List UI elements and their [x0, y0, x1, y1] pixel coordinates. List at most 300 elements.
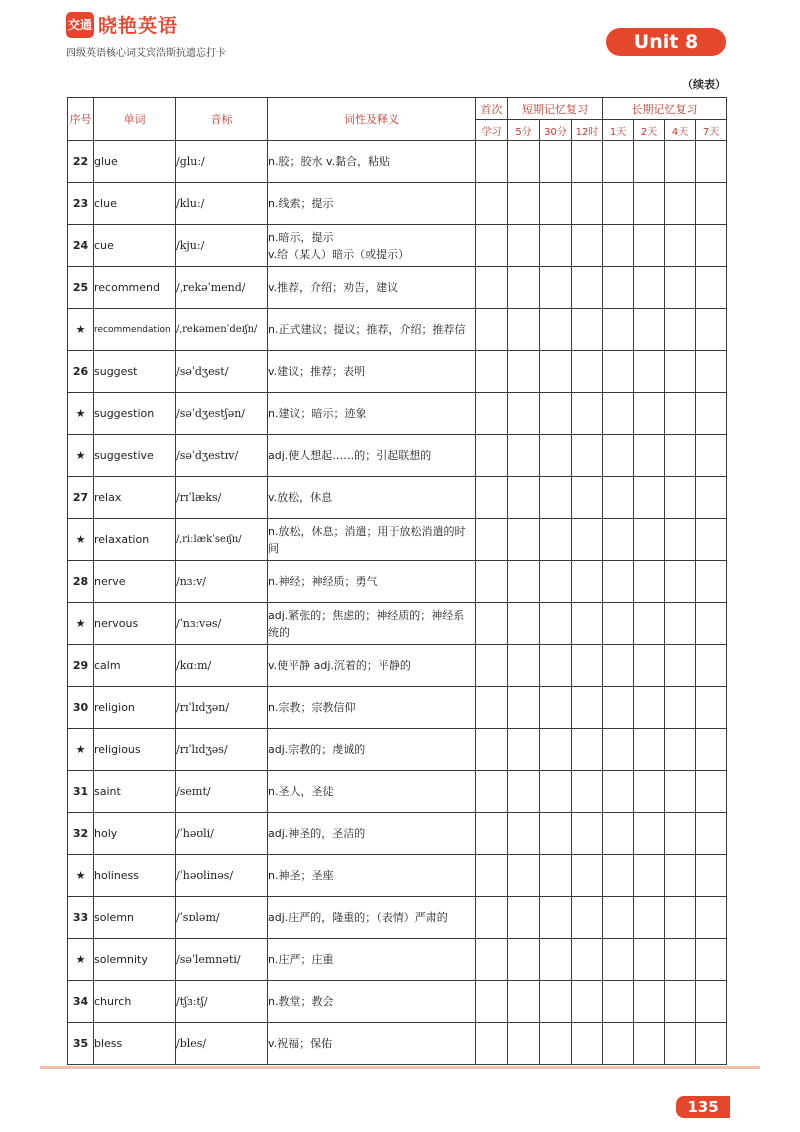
review-checkbox-cell[interactable]: [572, 813, 603, 855]
review-checkbox-cell[interactable]: [665, 813, 696, 855]
review-checkbox-cell[interactable]: [508, 897, 540, 939]
review-checkbox-cell[interactable]: [508, 771, 540, 813]
review-checkbox-cell[interactable]: [696, 225, 727, 267]
review-checkbox-cell[interactable]: [634, 687, 665, 729]
row-definition: n.庄严；庄重: [268, 939, 476, 981]
row-word: religion: [94, 687, 176, 729]
review-checkbox-cell[interactable]: [572, 351, 603, 393]
review-checkbox-cell[interactable]: [508, 645, 540, 687]
row-definition: adj.神圣的，圣洁的: [268, 813, 476, 855]
row-index: ★: [68, 939, 94, 981]
review-checkbox-cell[interactable]: [696, 729, 727, 771]
review-checkbox-cell[interactable]: [665, 939, 696, 981]
row-word: relax: [94, 477, 176, 519]
row-phonetic: /ˈnɜːvəs/: [176, 603, 268, 645]
review-checkbox-cell[interactable]: [572, 393, 603, 435]
review-checkbox-cell[interactable]: [603, 393, 634, 435]
header-first: 首次: [476, 98, 508, 120]
review-checkbox-cell[interactable]: [572, 1023, 603, 1065]
review-checkbox-cell[interactable]: [540, 267, 572, 309]
row-index: ★: [68, 393, 94, 435]
row-word: recommend: [94, 267, 176, 309]
review-checkbox-cell[interactable]: [696, 183, 727, 225]
row-word: cue: [94, 225, 176, 267]
header-12h: 12时: [572, 120, 603, 141]
row-phonetic: /səˈdʒest/: [176, 351, 268, 393]
row-definition: v.建议；推荐；表明: [268, 351, 476, 393]
review-checkbox-cell[interactable]: [476, 855, 508, 897]
review-checkbox-cell[interactable]: [476, 687, 508, 729]
row-index: 33: [68, 897, 94, 939]
review-checkbox-cell[interactable]: [665, 183, 696, 225]
review-checkbox-cell[interactable]: [540, 435, 572, 477]
review-checkbox-cell[interactable]: [696, 435, 727, 477]
row-definition: v.使平静 adj.沉着的；平静的: [268, 645, 476, 687]
review-checkbox-cell[interactable]: [572, 645, 603, 687]
review-checkbox-cell[interactable]: [696, 351, 727, 393]
review-checkbox-cell[interactable]: [665, 603, 696, 645]
review-checkbox-cell[interactable]: [603, 351, 634, 393]
review-checkbox-cell[interactable]: [572, 267, 603, 309]
header-7day: 7天: [696, 120, 727, 141]
review-checkbox-cell[interactable]: [540, 981, 572, 1023]
row-definition: n.建议；暗示；迹象: [268, 393, 476, 435]
row-phonetic: /ˈhəʊli/: [176, 813, 268, 855]
row-word: saint: [94, 771, 176, 813]
row-phonetic: /kɑːm/: [176, 645, 268, 687]
review-checkbox-cell[interactable]: [634, 855, 665, 897]
review-checkbox-cell[interactable]: [540, 183, 572, 225]
row-phonetic: /gluː/: [176, 141, 268, 183]
review-checkbox-cell[interactable]: [634, 183, 665, 225]
row-phonetic: /tʃɜːtʃ/: [176, 981, 268, 1023]
review-checkbox-cell[interactable]: [476, 561, 508, 603]
review-checkbox-cell[interactable]: [603, 981, 634, 1023]
row-word: holiness: [94, 855, 176, 897]
review-checkbox-cell[interactable]: [634, 225, 665, 267]
row-word: solemn: [94, 897, 176, 939]
row-phonetic: /kluː/: [176, 183, 268, 225]
review-checkbox-cell[interactable]: [634, 477, 665, 519]
row-definition: adj.庄严的，隆重的；（表情）严肃的: [268, 897, 476, 939]
review-checkbox-cell[interactable]: [634, 813, 665, 855]
row-phonetic: /ˌrekəˈmend/: [176, 267, 268, 309]
review-checkbox-cell[interactable]: [476, 729, 508, 771]
review-checkbox-cell[interactable]: [508, 267, 540, 309]
row-word: suggestion: [94, 393, 176, 435]
review-checkbox-cell[interactable]: [603, 141, 634, 183]
review-checkbox-cell[interactable]: [696, 813, 727, 855]
review-checkbox-cell[interactable]: [665, 855, 696, 897]
review-checkbox-cell[interactable]: [665, 393, 696, 435]
review-checkbox-cell[interactable]: [540, 897, 572, 939]
review-checkbox-cell[interactable]: [572, 855, 603, 897]
review-checkbox-cell[interactable]: [696, 855, 727, 897]
unit-badge: Unit 8: [606, 28, 726, 56]
review-checkbox-cell[interactable]: [665, 771, 696, 813]
review-checkbox-cell[interactable]: [665, 351, 696, 393]
row-phonetic: /nɜːv/: [176, 561, 268, 603]
review-checkbox-cell[interactable]: [508, 435, 540, 477]
review-checkbox-cell[interactable]: [572, 729, 603, 771]
review-checkbox-cell[interactable]: [476, 645, 508, 687]
header-long-review: 长期记忆复习: [603, 98, 727, 120]
review-checkbox-cell[interactable]: [696, 141, 727, 183]
table-row: [68, 645, 727, 687]
table-row: [68, 519, 727, 561]
review-checkbox-cell[interactable]: [476, 519, 508, 561]
review-checkbox-cell[interactable]: [508, 393, 540, 435]
review-checkbox-cell[interactable]: [634, 771, 665, 813]
review-checkbox-cell[interactable]: [476, 393, 508, 435]
review-checkbox-cell[interactable]: [634, 393, 665, 435]
review-checkbox-cell[interactable]: [603, 897, 634, 939]
row-word: holy: [94, 813, 176, 855]
footer-divider: [40, 1066, 760, 1069]
review-checkbox-cell[interactable]: [508, 183, 540, 225]
row-index: ★: [68, 729, 94, 771]
review-checkbox-cell[interactable]: [634, 603, 665, 645]
page-number: 135: [676, 1096, 730, 1118]
review-checkbox-cell[interactable]: [508, 309, 540, 351]
review-checkbox-cell[interactable]: [572, 225, 603, 267]
review-checkbox-cell[interactable]: [540, 561, 572, 603]
review-checkbox-cell[interactable]: [572, 477, 603, 519]
review-checkbox-cell[interactable]: [572, 141, 603, 183]
review-checkbox-cell[interactable]: [476, 435, 508, 477]
review-checkbox-cell[interactable]: [665, 561, 696, 603]
table-row: [68, 603, 727, 645]
header-first-study: 学习: [476, 120, 508, 141]
review-checkbox-cell[interactable]: [476, 813, 508, 855]
review-checkbox-cell[interactable]: [572, 519, 603, 561]
review-checkbox-cell[interactable]: [634, 981, 665, 1023]
row-definition: v.推荐，介绍；劝告，建议: [268, 267, 476, 309]
review-checkbox-cell[interactable]: [696, 645, 727, 687]
review-checkbox-cell[interactable]: [696, 897, 727, 939]
review-checkbox-cell[interactable]: [603, 267, 634, 309]
brand-name: 晓艳英语: [98, 15, 179, 37]
row-definition: n.神经；神经质；勇气: [268, 561, 476, 603]
review-checkbox-cell[interactable]: [540, 603, 572, 645]
table-row: [68, 1023, 727, 1065]
row-index: 31: [68, 771, 94, 813]
table-row: [68, 813, 727, 855]
review-checkbox-cell[interactable]: [508, 561, 540, 603]
review-checkbox-cell[interactable]: [476, 267, 508, 309]
review-checkbox-cell[interactable]: [572, 561, 603, 603]
header-4day: 4天: [665, 120, 696, 141]
review-checkbox-cell[interactable]: [508, 351, 540, 393]
review-checkbox-cell[interactable]: [603, 603, 634, 645]
row-index: ★: [68, 603, 94, 645]
row-phonetic: /rɪˈlæks/: [176, 477, 268, 519]
review-checkbox-cell[interactable]: [540, 141, 572, 183]
review-checkbox-cell[interactable]: [508, 687, 540, 729]
review-checkbox-cell[interactable]: [665, 519, 696, 561]
review-checkbox-cell[interactable]: [476, 603, 508, 645]
row-index: 24: [68, 225, 94, 267]
row-phonetic: /kjuː/: [176, 225, 268, 267]
review-checkbox-cell[interactable]: [603, 939, 634, 981]
review-checkbox-cell[interactable]: [603, 855, 634, 897]
row-definition: v.放松，休息: [268, 477, 476, 519]
review-checkbox-cell[interactable]: [696, 561, 727, 603]
review-checkbox-cell[interactable]: [508, 855, 540, 897]
table-row: [68, 897, 727, 939]
header-1day: 1天: [603, 120, 634, 141]
row-word: suggestive: [94, 435, 176, 477]
review-checkbox-cell[interactable]: [540, 309, 572, 351]
table-row: [68, 225, 727, 267]
review-checkbox-cell[interactable]: [508, 939, 540, 981]
review-checkbox-cell[interactable]: [540, 1023, 572, 1065]
review-checkbox-cell[interactable]: [476, 225, 508, 267]
review-checkbox-cell[interactable]: [540, 939, 572, 981]
review-checkbox-cell[interactable]: [476, 477, 508, 519]
review-checkbox-cell[interactable]: [665, 645, 696, 687]
review-checkbox-cell[interactable]: [634, 309, 665, 351]
continued-label: （续表）: [682, 78, 726, 91]
table-row: [68, 393, 727, 435]
row-phonetic: /seɪnt/: [176, 771, 268, 813]
row-word: nerve: [94, 561, 176, 603]
row-phonetic: /ˈhəʊlinəs/: [176, 855, 268, 897]
review-checkbox-cell[interactable]: [696, 267, 727, 309]
review-checkbox-cell[interactable]: [508, 981, 540, 1023]
review-checkbox-cell[interactable]: [634, 351, 665, 393]
review-checkbox-cell[interactable]: [634, 519, 665, 561]
row-index: 30: [68, 687, 94, 729]
review-checkbox-cell[interactable]: [696, 477, 727, 519]
review-checkbox-cell[interactable]: [540, 687, 572, 729]
row-definition: n.教堂；教会: [268, 981, 476, 1023]
review-checkbox-cell[interactable]: [634, 561, 665, 603]
review-checkbox-cell[interactable]: [540, 855, 572, 897]
header-word: 单词: [94, 98, 176, 141]
row-definition: n.宗教；宗教信仰: [268, 687, 476, 729]
row-index: 35: [68, 1023, 94, 1065]
review-checkbox-cell[interactable]: [603, 435, 634, 477]
row-definition: n.胶；胶水 v.黏合，粘贴: [268, 141, 476, 183]
row-index: 28: [68, 561, 94, 603]
review-checkbox-cell[interactable]: [665, 141, 696, 183]
row-phonetic: /rɪˈlɪdʒəs/: [176, 729, 268, 771]
review-checkbox-cell[interactable]: [696, 393, 727, 435]
row-index: 26: [68, 351, 94, 393]
review-checkbox-cell[interactable]: [696, 981, 727, 1023]
review-checkbox-cell[interactable]: [476, 771, 508, 813]
review-checkbox-cell[interactable]: [540, 477, 572, 519]
vocab-table: [67, 97, 727, 1065]
review-checkbox-cell[interactable]: [476, 1023, 508, 1065]
row-word: relaxation: [94, 519, 176, 561]
review-checkbox-cell[interactable]: [603, 771, 634, 813]
table-row: [68, 141, 727, 183]
review-checkbox-cell[interactable]: [508, 477, 540, 519]
review-checkbox-cell[interactable]: [540, 519, 572, 561]
review-checkbox-cell[interactable]: [508, 1023, 540, 1065]
review-checkbox-cell[interactable]: [696, 1023, 727, 1065]
review-checkbox-cell[interactable]: [540, 645, 572, 687]
row-phonetic: /səˈlemnəti/: [176, 939, 268, 981]
review-checkbox-cell[interactable]: [634, 1023, 665, 1065]
review-checkbox-cell[interactable]: [572, 435, 603, 477]
row-index: 29: [68, 645, 94, 687]
review-checkbox-cell[interactable]: [696, 687, 727, 729]
row-index: ★: [68, 855, 94, 897]
review-checkbox-cell[interactable]: [476, 309, 508, 351]
row-word: bless: [94, 1023, 176, 1065]
review-checkbox-cell[interactable]: [572, 603, 603, 645]
review-checkbox-cell[interactable]: [603, 729, 634, 771]
table-row: [68, 855, 727, 897]
review-checkbox-cell[interactable]: [634, 897, 665, 939]
review-checkbox-cell[interactable]: [665, 687, 696, 729]
review-checkbox-cell[interactable]: [508, 603, 540, 645]
table-row: [68, 477, 727, 519]
table-row: [68, 687, 727, 729]
row-word: calm: [94, 645, 176, 687]
table-row: [68, 309, 727, 351]
table-row: [68, 267, 727, 309]
table-row: [68, 351, 727, 393]
review-checkbox-cell[interactable]: [696, 771, 727, 813]
row-definition: n.神圣；圣座: [268, 855, 476, 897]
header-2day: 2天: [634, 120, 665, 141]
review-checkbox-cell[interactable]: [665, 981, 696, 1023]
row-phonetic: /ˈsɒləm/: [176, 897, 268, 939]
review-checkbox-cell[interactable]: [634, 267, 665, 309]
table-row: [68, 939, 727, 981]
review-checkbox-cell[interactable]: [572, 939, 603, 981]
review-checkbox-cell[interactable]: [603, 183, 634, 225]
review-checkbox-cell[interactable]: [665, 729, 696, 771]
review-checkbox-cell[interactable]: [603, 561, 634, 603]
row-word: church: [94, 981, 176, 1023]
review-checkbox-cell[interactable]: [540, 813, 572, 855]
header-definition: 词性及释义: [268, 98, 476, 141]
row-index: ★: [68, 519, 94, 561]
review-checkbox-cell[interactable]: [572, 981, 603, 1023]
review-checkbox-cell[interactable]: [540, 729, 572, 771]
review-checkbox-cell[interactable]: [476, 939, 508, 981]
review-checkbox-cell[interactable]: [634, 645, 665, 687]
review-checkbox-cell[interactable]: [665, 897, 696, 939]
review-checkbox-cell[interactable]: [572, 897, 603, 939]
review-checkbox-cell[interactable]: [603, 519, 634, 561]
review-checkbox-cell[interactable]: [508, 729, 540, 771]
row-phonetic: /bles/: [176, 1023, 268, 1065]
row-index: 34: [68, 981, 94, 1023]
row-phonetic: /rɪˈlɪdʒən/: [176, 687, 268, 729]
review-checkbox-cell[interactable]: [696, 603, 727, 645]
row-definition: n.线索；提示: [268, 183, 476, 225]
table-row: [68, 435, 727, 477]
review-checkbox-cell[interactable]: [603, 645, 634, 687]
header-30min: 30分: [540, 120, 572, 141]
review-checkbox-cell[interactable]: [572, 687, 603, 729]
review-checkbox-cell[interactable]: [665, 309, 696, 351]
table-row: [68, 183, 727, 225]
review-checkbox-cell[interactable]: [665, 225, 696, 267]
review-checkbox-cell[interactable]: [665, 477, 696, 519]
review-checkbox-cell[interactable]: [603, 687, 634, 729]
review-checkbox-cell[interactable]: [603, 309, 634, 351]
header-5min: 5分: [508, 120, 540, 141]
review-checkbox-cell[interactable]: [508, 519, 540, 561]
review-checkbox-cell[interactable]: [572, 183, 603, 225]
brand-logo: 交通: [66, 12, 94, 38]
row-definition: n.暗示，提示 v.给（某人）暗示（或提示）: [268, 225, 476, 267]
header-index: 序号: [68, 98, 94, 141]
review-checkbox-cell[interactable]: [603, 225, 634, 267]
row-index: 23: [68, 183, 94, 225]
row-word: clue: [94, 183, 176, 225]
review-checkbox-cell[interactable]: [634, 435, 665, 477]
review-checkbox-cell[interactable]: [540, 351, 572, 393]
review-checkbox-cell[interactable]: [665, 1023, 696, 1065]
review-checkbox-cell[interactable]: [696, 519, 727, 561]
row-index: ★: [68, 309, 94, 351]
review-checkbox-cell[interactable]: [603, 477, 634, 519]
review-checkbox-cell[interactable]: [540, 771, 572, 813]
review-checkbox-cell[interactable]: [476, 183, 508, 225]
review-checkbox-cell[interactable]: [508, 225, 540, 267]
review-checkbox-cell[interactable]: [508, 141, 540, 183]
review-checkbox-cell[interactable]: [476, 141, 508, 183]
book-subtitle: 四级英语核心词艾宾浩斯抗遗忘打卡: [66, 48, 226, 59]
table-row: [68, 981, 727, 1023]
row-phonetic: /ˌrekəmenˈdeɪʃn/: [176, 309, 268, 351]
row-index: 22: [68, 141, 94, 183]
review-checkbox-cell[interactable]: [572, 309, 603, 351]
row-definition: v.祝福；保佑: [268, 1023, 476, 1065]
review-checkbox-cell[interactable]: [476, 351, 508, 393]
row-definition: n.放松，休息；消遣；用于放松消遣的时间: [268, 519, 476, 561]
row-index: 25: [68, 267, 94, 309]
review-checkbox-cell[interactable]: [476, 897, 508, 939]
review-checkbox-cell[interactable]: [603, 813, 634, 855]
review-checkbox-cell[interactable]: [476, 981, 508, 1023]
table-row: [68, 561, 727, 603]
review-checkbox-cell[interactable]: [665, 267, 696, 309]
row-word: recommendation: [94, 309, 176, 351]
review-checkbox-cell[interactable]: [508, 813, 540, 855]
review-checkbox-cell[interactable]: [696, 309, 727, 351]
review-checkbox-cell[interactable]: [696, 939, 727, 981]
row-word: religious: [94, 729, 176, 771]
row-definition: n.圣人，圣徒: [268, 771, 476, 813]
review-checkbox-cell[interactable]: [634, 141, 665, 183]
row-word: suggest: [94, 351, 176, 393]
row-word: nervous: [94, 603, 176, 645]
row-definition: adj.紧张的；焦虑的；神经质的；神经系统的: [268, 603, 476, 645]
row-word: solemnity: [94, 939, 176, 981]
review-checkbox-cell[interactable]: [572, 771, 603, 813]
review-checkbox-cell[interactable]: [540, 393, 572, 435]
review-checkbox-cell[interactable]: [603, 1023, 634, 1065]
header-short-review: 短期记忆复习: [508, 98, 603, 120]
row-definition: adj.宗教的；虔诚的: [268, 729, 476, 771]
review-checkbox-cell[interactable]: [634, 939, 665, 981]
header-phonetic: 音标: [176, 98, 268, 141]
review-checkbox-cell[interactable]: [540, 225, 572, 267]
review-checkbox-cell[interactable]: [665, 435, 696, 477]
row-phonetic: /səˈdʒestʃən/: [176, 393, 268, 435]
table-row: [68, 729, 727, 771]
review-checkbox-cell[interactable]: [634, 729, 665, 771]
